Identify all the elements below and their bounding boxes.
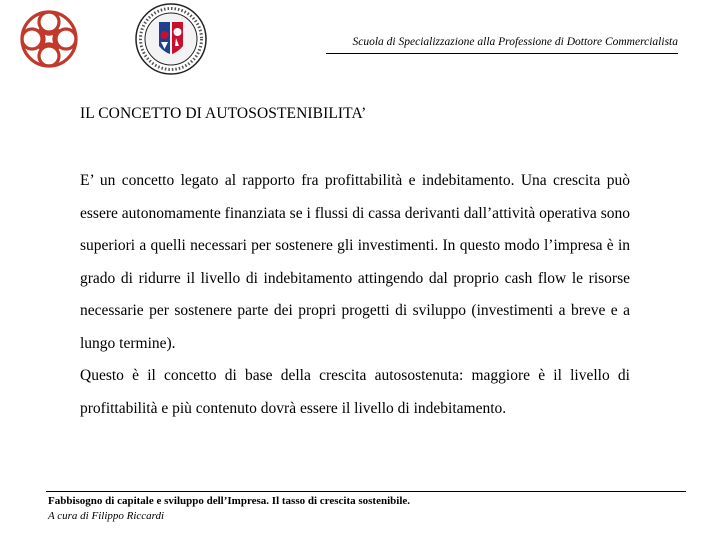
- footer-divider: [46, 491, 686, 492]
- body-text: [80, 165, 630, 425]
- body-paragraph-1: E’ un concetto legato al rapporto fra profittabilità e indebitamento. Una crescita può essere autonomamente finanziata se i flussi di cassa derivanti dall’attività operativa sono superiori a quelli necessari per sostenere gli investimenti. In questo modo l’impresa è in grado di ridurre il livello di indebitamento attingendo dal proprio cash flow le risorse necessarie per sostenere parte dei propri progetti di sviluppo (investimenti a breve e a lungo termine).: [80, 172, 630, 352]
- footer-course-title: Fabbisogno di capitale e sviluppo dell’Impresa. Il tasso di crescita sostenibile.: [48, 495, 411, 507]
- section-title: IL CONCETTO DI AUTOSOSTENIBILITA’: [80, 105, 367, 122]
- header-divider: [326, 53, 678, 54]
- body-paragraph-2: Questo è il concetto di base della crescita autosostenuta: maggiore è il livello di profittabilità e più contenuto dovrà essere il livello di indebitamento.: [80, 367, 630, 417]
- footer-author: A cura di Filippo Riccardi: [48, 510, 165, 522]
- knot-emblem-icon: [16, 6, 82, 72]
- university-seal-icon: [134, 2, 208, 76]
- school-title: Scuola di Specializzazione alla Professione di Dottore Commercialista: [352, 36, 678, 48]
